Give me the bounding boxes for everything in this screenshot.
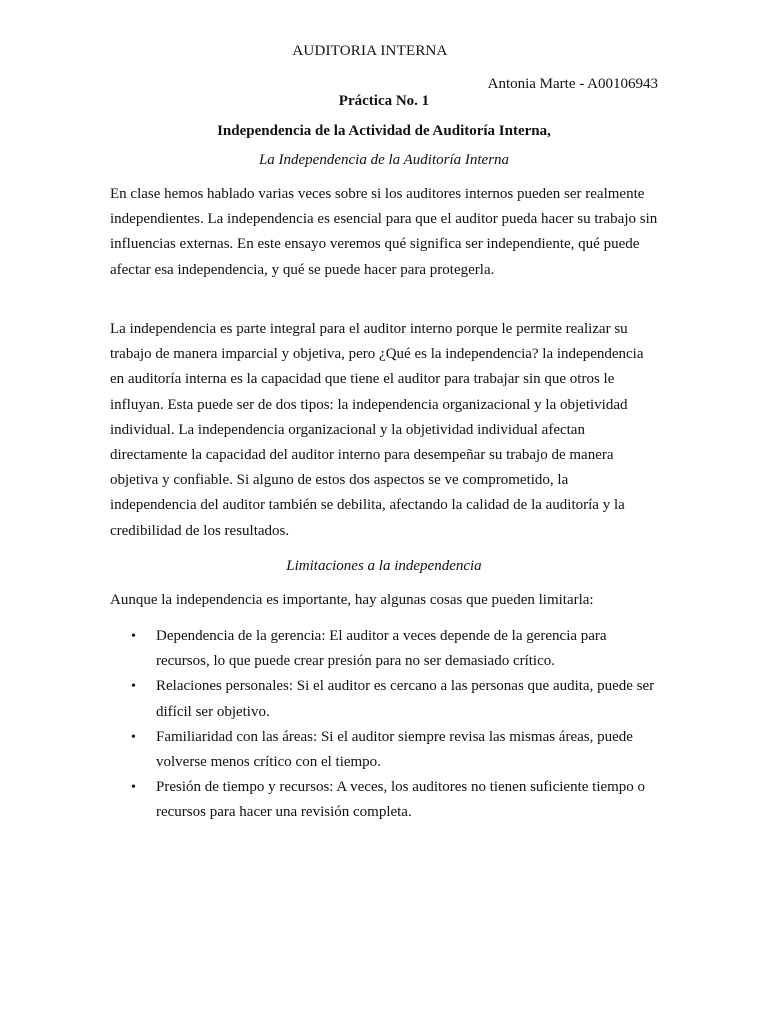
bullet-icon: • <box>131 679 136 695</box>
header-title: AUDITORIA INTERNA <box>292 43 448 59</box>
list-item <box>110 674 658 724</box>
document-title: Independencia de la Actividad de Auditoría Interna, <box>217 123 551 139</box>
list-item <box>110 775 658 825</box>
list-item-text: Dependencia de la gerencia: El auditor a veces depende de la gerencia para recursos, lo que puede crear presión para no ser demasiado crítico. <box>156 628 607 670</box>
practice-number: Práctica No. 1 <box>338 93 430 109</box>
author-line: Antonia Marte - A00106943 <box>487 76 658 92</box>
list-item-text: Presión de tiempo y recursos: A veces, los auditores no tienen suficiente tiempo o recursos para hacer una revisión completa. <box>156 779 646 821</box>
document-subtitle: La Independencia de la Auditoría Interna <box>258 152 510 168</box>
list-item-text: Familiaridad con las áreas: Si el auditor siempre revisa las mismas áreas, puede volverse menos crítico con el tiempo. <box>156 728 633 771</box>
bullet-icon: • <box>131 780 136 796</box>
bullet-icon: • <box>131 729 136 745</box>
limitations-list <box>110 624 658 826</box>
paragraph-intro: En clase hemos hablado varias veces sobre si los auditores internos pueden ser realmente independientes. La independencia es esencial para que el auditor pueda hacer su trabajo sin influencias externas. En este ensayo veremos qué significa ser independiente, qué puede afectar esa independencia, y qué se puede hacer para protegerla. <box>110 186 658 278</box>
section-heading-limitations: Limitaciones a la independencia <box>286 558 482 574</box>
list-item <box>110 725 658 775</box>
list-item-text: Relaciones personales: Si el auditor es cercano a las personas que audita, puede ser difícil ser objetivo. <box>156 678 655 720</box>
limitations-intro: Aunque la independencia es importante, hay algunas cosas que pueden limitarla: <box>110 592 594 608</box>
list-item <box>110 624 658 674</box>
paragraph-definition: La independencia es parte integral para el auditor interno porque le permite realizar su trabajo de manera imparcial y objetiva, pero ¿Qué es la independencia? la independencia en auditoría interna es la capacidad que tiene el auditor para trabajar sin que otros le influyan. Esta puede ser de dos tipos: la independencia organizacional y la objetividad individual. La independencia organizacional y la objetividad individual afectan directamente la capacidad del auditor interno para desempeñar su trabajo de manera objetiva y confiable. Si alguno de estos dos aspectos se ve comprometido, la independencia del auditor también se debilita, afectando la calidad de la auditoría y la credibilidad de los resultados. <box>110 321 644 539</box>
bullet-icon: • <box>131 629 136 644</box>
